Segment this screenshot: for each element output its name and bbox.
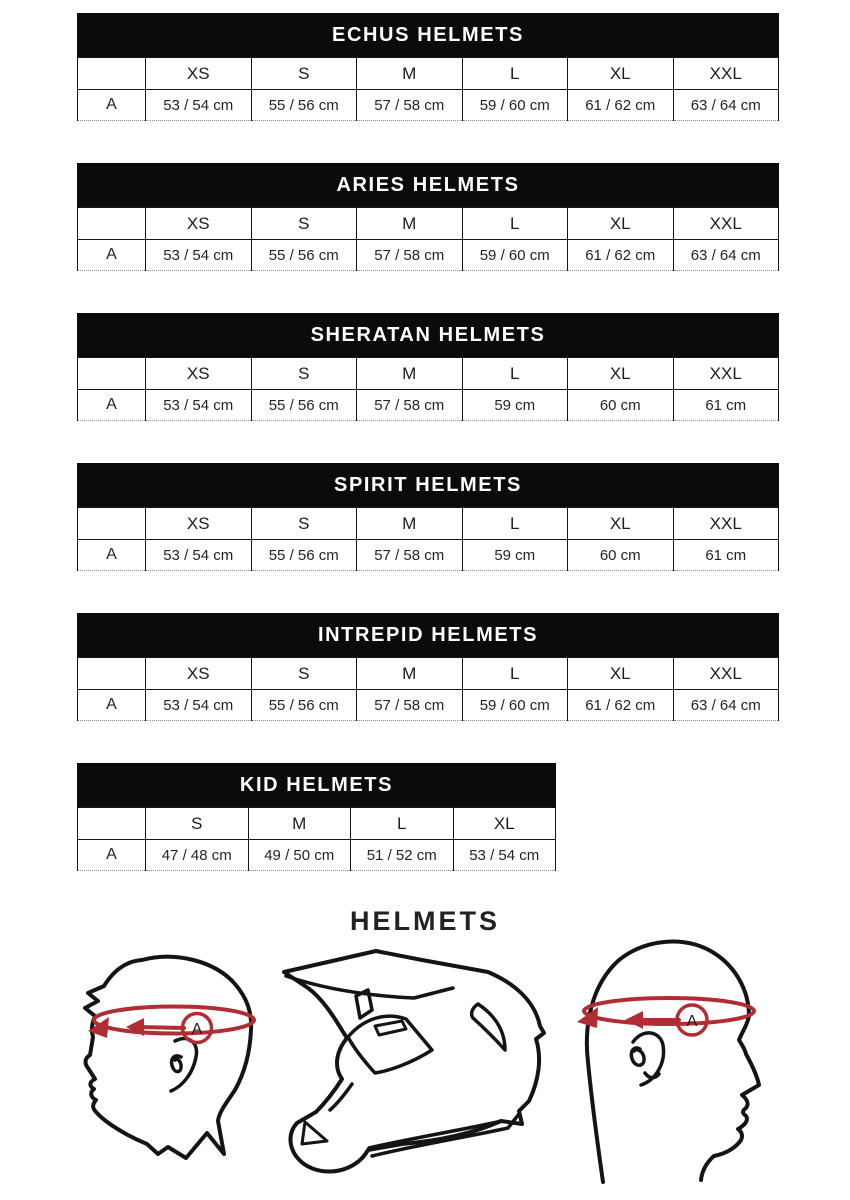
size-value-cell: 57 / 58 cm xyxy=(357,690,463,721)
size-value-cell: 63 / 64 cm xyxy=(673,90,779,121)
size-value-cell: 61 / 62 cm xyxy=(568,90,674,121)
size-value-cell: 53 / 54 cm xyxy=(146,540,252,571)
size-value-cell: 57 / 58 cm xyxy=(357,90,463,121)
table-title-bar: SHERATAN HELMETS xyxy=(77,313,779,357)
size-value-cell: 57 / 58 cm xyxy=(357,240,463,271)
row-label-cell: A xyxy=(78,240,146,271)
size-header-cell: L xyxy=(462,58,568,90)
size-value-cell: 59 / 60 cm xyxy=(462,690,568,721)
corner-cell xyxy=(78,508,146,540)
size-header-cell: L xyxy=(462,358,568,390)
size-value-cell: 57 / 58 cm xyxy=(357,390,463,421)
rear-vent-groove xyxy=(472,1004,505,1050)
size-chart-sheratan xyxy=(77,313,779,421)
size-header-cell: S xyxy=(251,358,357,390)
measure-arrowhead xyxy=(625,1011,643,1029)
size-header-cell: XXL xyxy=(673,208,779,240)
measure-label: A xyxy=(191,1021,203,1038)
size-header-cell: S xyxy=(251,208,357,240)
size-value-cell: 63 / 64 cm xyxy=(673,240,779,271)
size-value-cell: 53 / 54 cm xyxy=(453,840,556,871)
size-header-cell: S xyxy=(251,658,357,690)
size-value-cell: 47 / 48 cm xyxy=(146,840,249,871)
head-outline xyxy=(587,942,759,1182)
measure-label: A xyxy=(686,1013,698,1030)
size-header-cell: XS xyxy=(146,208,252,240)
size-header-cell: XXL xyxy=(673,358,779,390)
size-header-cell: XL xyxy=(568,358,674,390)
vent-slot xyxy=(375,1021,406,1035)
motocross-helmet-illustration xyxy=(272,938,562,1193)
size-table-grid xyxy=(77,807,556,871)
size-value-cell: 55 / 56 cm xyxy=(251,90,357,121)
size-header-cell: XS xyxy=(146,58,252,90)
size-header-cell: XL xyxy=(568,208,674,240)
table-title-bar: ARIES HELMETS xyxy=(77,163,779,207)
head-outline xyxy=(85,957,251,1158)
size-chart-spirit xyxy=(77,463,779,571)
size-header-cell: L xyxy=(351,808,454,840)
corner-cell xyxy=(78,658,146,690)
size-header-cell: XXL xyxy=(673,508,779,540)
head-measurement-left-illustration xyxy=(80,950,285,1162)
size-value-cell: 53 / 54 cm xyxy=(146,240,252,271)
size-value-cell: 55 / 56 cm xyxy=(251,690,357,721)
size-value-cell: 60 cm xyxy=(568,540,674,571)
row-label-cell: A xyxy=(78,840,146,871)
size-value-cell: 59 cm xyxy=(462,540,568,571)
diagram-title: HELMETS xyxy=(349,906,500,936)
size-value-cell: 61 / 62 cm xyxy=(568,240,674,271)
size-header-cell: XS xyxy=(146,508,252,540)
tape-arrowhead xyxy=(577,1007,598,1028)
corner-cell xyxy=(78,208,146,240)
size-header-cell: XS xyxy=(146,658,252,690)
size-table-grid xyxy=(77,57,779,121)
size-value-cell: 55 / 56 cm xyxy=(251,240,357,271)
size-chart-echus xyxy=(77,13,779,121)
size-value-cell: 53 / 54 cm xyxy=(146,90,252,121)
size-header-cell: M xyxy=(357,208,463,240)
table-title-bar: INTREPID HELMETS xyxy=(77,613,779,657)
size-header-cell: M xyxy=(357,58,463,90)
size-value-cell: 61 / 62 cm xyxy=(568,690,674,721)
size-header-cell: L xyxy=(462,208,568,240)
size-table-grid xyxy=(77,507,779,571)
size-header-cell: S xyxy=(251,58,357,90)
chin-strut-line xyxy=(330,1084,352,1110)
corner-cell xyxy=(78,808,146,840)
size-value-cell: 59 / 60 cm xyxy=(462,240,568,271)
size-header-cell: S xyxy=(251,508,357,540)
size-value-cell: 59 cm xyxy=(462,390,568,421)
ear-inner xyxy=(631,1048,644,1065)
head-measurement-right-illustration xyxy=(573,932,785,1190)
table-title-bar: ECHUS HELMETS xyxy=(77,13,779,57)
size-header-cell: XL xyxy=(568,658,674,690)
size-table-grid xyxy=(77,357,779,421)
size-value-cell: 51 / 52 cm xyxy=(351,840,454,871)
bottom-rim-lower xyxy=(372,1114,519,1156)
size-header-cell: M xyxy=(357,358,463,390)
size-value-cell: 63 / 64 cm xyxy=(673,690,779,721)
size-value-cell: 59 / 60 cm xyxy=(462,90,568,121)
size-header-cell: XL xyxy=(568,508,674,540)
size-value-cell: 61 cm xyxy=(673,390,779,421)
size-header-cell: M xyxy=(248,808,351,840)
ear-inner xyxy=(172,1056,182,1072)
row-label-cell: A xyxy=(78,390,146,421)
size-chart-intrepid xyxy=(77,613,779,721)
corner-cell xyxy=(78,358,146,390)
size-table-grid xyxy=(77,207,779,271)
size-header-cell: M xyxy=(357,508,463,540)
size-table-grid xyxy=(77,657,779,721)
size-header-cell: L xyxy=(462,658,568,690)
size-header-cell: S xyxy=(146,808,249,840)
size-value-cell: 49 / 50 cm xyxy=(248,840,351,871)
size-value-cell: 55 / 56 cm xyxy=(251,390,357,421)
size-chart-kid xyxy=(77,763,556,871)
size-value-cell: 57 / 58 cm xyxy=(357,540,463,571)
row-label-cell: A xyxy=(78,540,146,571)
size-header-cell: XXL xyxy=(673,58,779,90)
size-value-cell: 55 / 56 cm xyxy=(251,540,357,571)
size-header-cell: L xyxy=(462,508,568,540)
measure-arrow-line xyxy=(138,1027,184,1028)
size-value-cell: 53 / 54 cm xyxy=(146,690,252,721)
size-header-cell: M xyxy=(357,658,463,690)
corner-cell xyxy=(78,58,146,90)
ear-outline xyxy=(171,1039,197,1091)
row-label-cell: A xyxy=(78,90,146,121)
size-chart-aries xyxy=(77,163,779,271)
size-value-cell: 60 cm xyxy=(568,390,674,421)
row-label-cell: A xyxy=(78,690,146,721)
size-header-cell: XXL xyxy=(673,658,779,690)
size-header-cell: XL xyxy=(453,808,556,840)
size-value-cell: 61 cm xyxy=(673,540,779,571)
chin-vent-triangle xyxy=(302,1122,327,1144)
table-title-bar: SPIRIT HELMETS xyxy=(77,463,779,507)
size-header-cell: XS xyxy=(146,358,252,390)
size-value-cell: 53 / 54 cm xyxy=(146,390,252,421)
size-header-cell: XL xyxy=(568,58,674,90)
table-title-bar: KID HELMETS xyxy=(77,763,556,807)
